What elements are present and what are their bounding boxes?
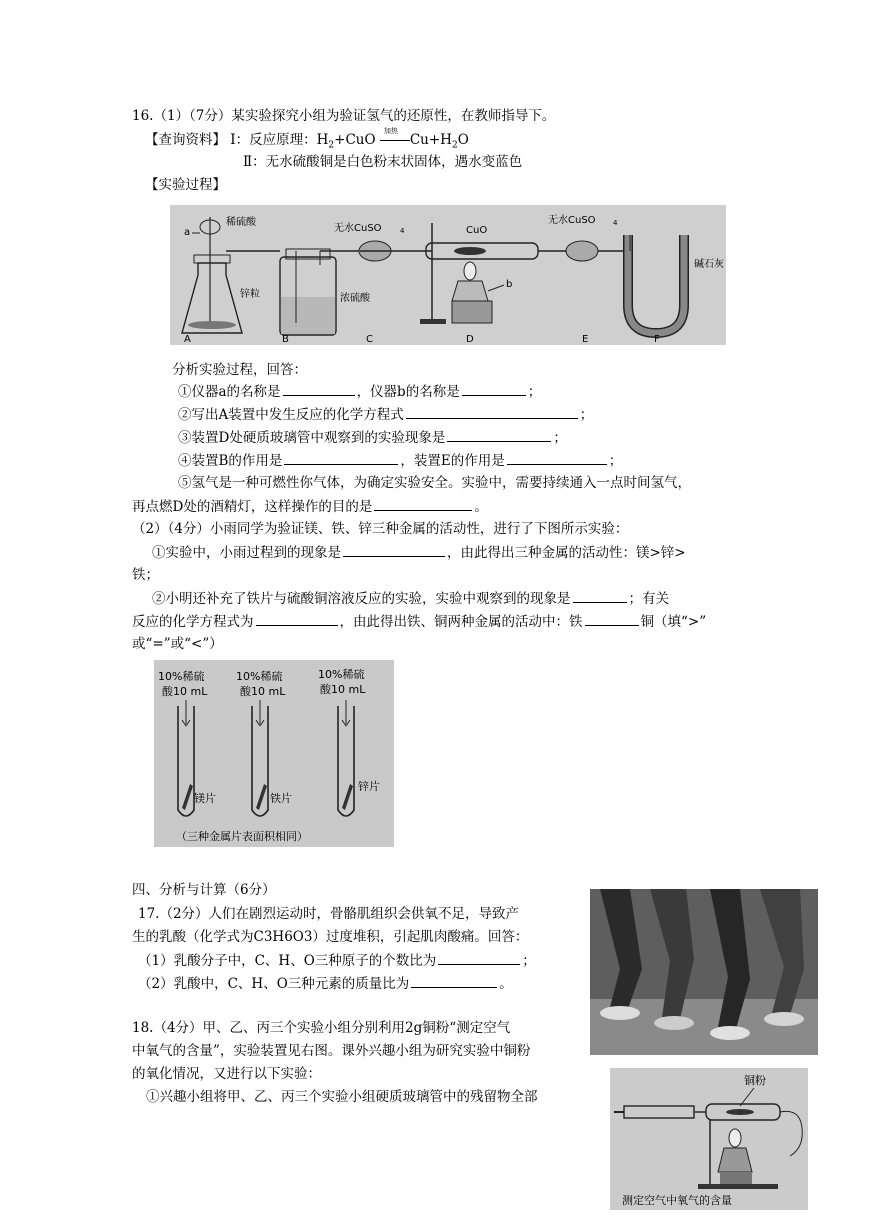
label-a: a bbox=[184, 227, 191, 238]
label-soda-lime: 碱石灰 bbox=[694, 259, 724, 270]
p2item2f: 或“=”或“<”） bbox=[132, 636, 223, 652]
acid-label-2a: 10%稀硫 bbox=[236, 670, 283, 683]
copper-caption: 测定空气中氧气的含量 bbox=[622, 1194, 732, 1207]
label-dilute-acid: 稀硫酸 bbox=[226, 217, 256, 228]
info-label: 【查询资料】 bbox=[145, 132, 226, 148]
q18a: 18.（4分）甲、乙、丙三个实验小组分别利用2g铜粉“测定空气 bbox=[132, 1020, 511, 1036]
p2item1c: 铁； bbox=[132, 567, 159, 583]
q18d: ①兴趣小组将甲、乙、丙三个实验小组硬质玻璃管中的残留物全部 bbox=[146, 1089, 538, 1105]
label-cuso4-1: 无水CuSO bbox=[334, 223, 382, 234]
label-cuso4-2: 无水CuSO bbox=[548, 215, 596, 226]
reaction-principle: Ⅰ：反应原理：$H_2+CuO$ 加热 $Cu+H_2O$ bbox=[230, 126, 469, 151]
item5: ⑤氢气是一种可燃性你气体，为确定实验安全。实验中，需要持续通入一点时间氢气， bbox=[178, 475, 691, 491]
q17a: 17.（2分）人们在剧烈运动时，骨骼肌组织会供氧不足，导致产 bbox=[138, 906, 520, 922]
item3: ③装置D处硬质玻璃管中观察到的实验现象是 ； bbox=[178, 427, 567, 448]
label-zinc: 锌粒 bbox=[240, 289, 260, 300]
analysis-intro: 分析实验过程，回答： bbox=[172, 362, 307, 378]
process-label: 【实验过程】 bbox=[145, 177, 226, 193]
metal-label-2: 铁片 bbox=[270, 792, 292, 805]
p2item1: ①实验中，小雨过程到的现象是 ，由此得出三种金属的活动性：镁>锌> bbox=[152, 542, 686, 563]
part2: （2）（4分）小雨同学为验证镁、铁、锌三种金属的活动性，进行了下图所示实验： bbox=[132, 521, 629, 537]
item5b: 再点燃D处的酒精灯，这样操作的目的是 。 bbox=[132, 496, 488, 517]
q17d: （2）乳酸中，C、H、O三种元素的质量比为 。 bbox=[138, 973, 513, 994]
letter-a: A bbox=[184, 334, 191, 345]
reaction-arrow-icon: 加热 bbox=[380, 134, 410, 148]
metal-label-1: 镁片 bbox=[194, 792, 216, 805]
q16-line1: 16.（1）（7分）某实验探究小组为验证氢气的还原性，在教师指导下。 bbox=[132, 108, 556, 124]
tubes-caption: （三种金属片表面积相同） bbox=[176, 830, 308, 843]
letter-f: F bbox=[654, 334, 660, 345]
letter-e: E bbox=[582, 334, 589, 345]
label-conc-acid: 浓硫酸 bbox=[340, 293, 370, 304]
item1: ①仪器a的名称是 ，仪器b的名称是 ； bbox=[178, 381, 541, 402]
runners-photo bbox=[590, 889, 818, 1055]
apparatus-figure bbox=[170, 205, 726, 345]
acid-label-3b: 酸10 mL bbox=[320, 683, 366, 696]
acid-label-3a: 10%稀硫 bbox=[318, 668, 365, 681]
p2item2c: 反应的化学方程式为 ，由此得出铁、铜两种金属的活动中：铁 铜（填“>” bbox=[132, 611, 706, 632]
acid-label-1a: 10%稀硫 bbox=[158, 670, 205, 683]
q17c: （1）乳酸分子中，C、H、O三种原子的个数比为 ； bbox=[138, 950, 536, 971]
svg-text:4: 4 bbox=[400, 227, 405, 235]
test-tubes-figure bbox=[154, 660, 394, 847]
q17b: 生的乳酸（化学式为C3H6O3）过度堆积，引起肌肉酸痛。回答： bbox=[132, 929, 529, 945]
q18c: 的氧化情况，又进行以下实验： bbox=[132, 1066, 321, 1082]
letter-d: D bbox=[466, 334, 474, 345]
acid-label-2b: 酸10 mL bbox=[240, 685, 286, 698]
item4: ④装置B的作用是 ，装置E的作用是 ； bbox=[178, 450, 622, 471]
label-cuo: CuO bbox=[466, 225, 488, 236]
p2item2: ②小明还补充了铁片与硫酸铜溶液反应的实验，实验中观察到的现象是 ；有关 bbox=[152, 588, 669, 609]
section4-title: 四、分析与计算（6分） bbox=[132, 882, 276, 898]
acid-label-1b: 酸10 mL bbox=[162, 685, 208, 698]
info2: Ⅱ：无水硫酸铜是白色粉末状固体，遇水变蓝色 bbox=[243, 154, 523, 170]
q18b: 中氧气的含量”，实验装置见右图。课外兴趣小组为研究实验中铜粉 bbox=[132, 1043, 531, 1059]
metal-label-3: 锌片 bbox=[358, 780, 380, 793]
svg-text:4: 4 bbox=[613, 219, 618, 227]
item2: ②写出A装置中发生反应的化学方程式 ； bbox=[178, 404, 593, 425]
letter-c: C bbox=[366, 334, 373, 345]
letter-b: B bbox=[282, 334, 289, 345]
label-b: b bbox=[506, 279, 513, 290]
copper-apparatus-figure bbox=[610, 1068, 808, 1210]
copper-label: 铜粉 bbox=[744, 1074, 766, 1087]
